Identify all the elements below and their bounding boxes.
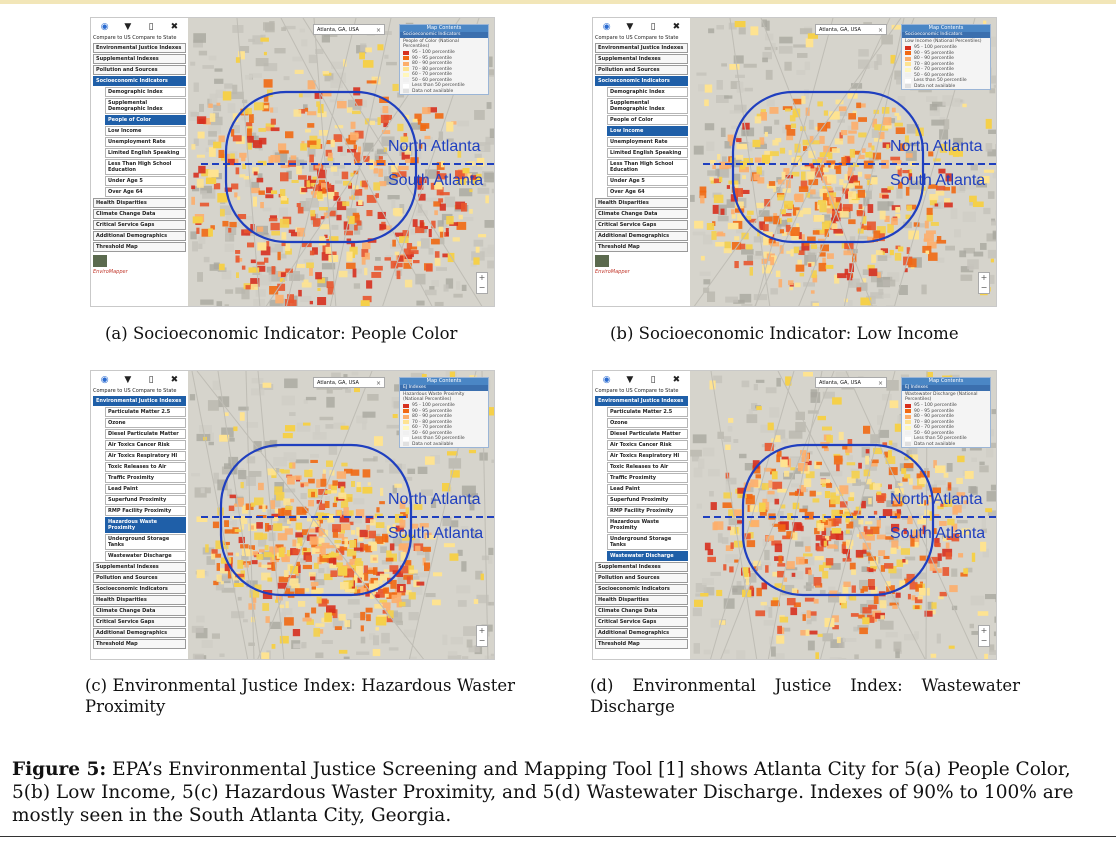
annotation-overlay bbox=[91, 371, 495, 660]
legend-row-label: 90 - 95 percentile bbox=[412, 55, 452, 61]
sidebar-subitem[interactable]: Superfund Proximity bbox=[105, 495, 186, 505]
legend-row-label: 80 - 90 percentile bbox=[914, 414, 954, 419]
sidebar-subitem[interactable]: Lead Paint bbox=[607, 484, 688, 494]
sidebar-menu-item[interactable]: Climate Change Data bbox=[93, 209, 186, 219]
legend-title: Map Contents bbox=[902, 378, 990, 385]
tools-icon[interactable]: ✖ bbox=[672, 375, 681, 385]
south-atlanta-label: South Atlanta bbox=[890, 172, 986, 189]
sidebar-menu-item[interactable]: Socioeconomic Indicators bbox=[93, 584, 186, 594]
sidebar-menu-item[interactable]: Health Disparities bbox=[595, 595, 688, 605]
clear-search-icon[interactable]: × bbox=[877, 27, 883, 34]
subfigure-caption: (c) Environmental Justice Index: Hazardous Waster Proximity bbox=[85, 676, 515, 716]
sidebar-menu-item[interactable]: Supplemental Indexes bbox=[93, 562, 186, 572]
map-screenshot bbox=[592, 17, 997, 307]
legend-row-label: 95 - 100 percentile bbox=[914, 45, 957, 50]
map-pin-icon[interactable]: ▼ bbox=[124, 22, 132, 32]
zoom-in-button[interactable]: + bbox=[478, 273, 486, 282]
clear-search-icon[interactable]: × bbox=[877, 380, 883, 387]
legend-row-label: 80 - 90 percentile bbox=[412, 414, 452, 419]
sidebar-subitem[interactable]: Diesel Particulate Matter bbox=[607, 429, 688, 439]
annotation-overlay bbox=[593, 18, 997, 307]
legend-row-label: Less than 50 percentile bbox=[412, 436, 465, 441]
top-border bbox=[0, 0, 1116, 4]
sidebar-subitem[interactable]: Over Age 64 bbox=[607, 187, 688, 197]
sidebar-subitem[interactable]: Traffic Proximity bbox=[607, 473, 688, 483]
sidebar-subitem[interactable]: Demographic Index bbox=[607, 87, 688, 97]
globe-icon[interactable]: ◉ bbox=[100, 375, 109, 385]
legend-layer-name: Wastewater Discharge (National Percentiles) bbox=[905, 392, 978, 402]
globe-icon[interactable]: ◉ bbox=[100, 22, 109, 32]
legend-section[interactable]: EJ Indexes bbox=[902, 385, 990, 391]
map-pin-icon[interactable]: ▼ bbox=[626, 375, 634, 385]
tools-icon[interactable]: ✖ bbox=[170, 375, 179, 385]
compare-toggle[interactable]: Compare to US Compare to State bbox=[93, 35, 177, 41]
legend-layer-name: Low Income (National Percentiles) bbox=[905, 39, 982, 44]
north-atlanta-label: North Atlanta bbox=[388, 491, 481, 508]
sidebar-menu-item[interactable]: Additional Demographics bbox=[93, 231, 186, 241]
legend-row-label: Data not available bbox=[914, 441, 956, 447]
sidebar-subitem[interactable]: Ozone bbox=[607, 418, 688, 428]
sidebar-subitem[interactable]: Particulate Matter 2.5 bbox=[607, 407, 688, 417]
figure-caption bbox=[12, 758, 1092, 827]
sidebar-subitem[interactable]: Lead Paint bbox=[105, 484, 186, 494]
sidebar-menu-item[interactable]: Pollution and Sources bbox=[93, 65, 186, 75]
city-boundary-outline bbox=[221, 445, 411, 595]
legend-row-label: 80 - 90 percentile bbox=[914, 56, 954, 61]
legend-row-label: 90 - 95 percentile bbox=[914, 50, 954, 56]
sidebar-menu-item[interactable]: Threshold Map bbox=[93, 242, 186, 252]
sidebar-menu-item[interactable]: Socioeconomic Indicators bbox=[93, 76, 186, 86]
map-pin-icon[interactable]: ▼ bbox=[124, 375, 132, 385]
legend-row-label: 50 - 60 percentile bbox=[914, 72, 954, 78]
legend-title: Map Contents bbox=[400, 378, 488, 385]
north-atlanta-label: North Atlanta bbox=[890, 491, 983, 508]
legend-row-label: 70 - 80 percentile bbox=[412, 66, 452, 72]
legend-row-label: 70 - 80 percentile bbox=[914, 61, 954, 67]
legend-section[interactable]: Socioeconomic Indicators bbox=[902, 32, 990, 38]
sidebar-subitem[interactable]: Underground Storage Tanks bbox=[105, 534, 186, 550]
sidebar-menu-item[interactable]: Threshold Map bbox=[595, 639, 688, 649]
map-screenshot bbox=[90, 370, 495, 660]
city-boundary-outline bbox=[226, 92, 416, 242]
sidebar-subitem[interactable]: Ozone bbox=[105, 418, 186, 428]
zoom-out-button[interactable]: − bbox=[980, 636, 988, 645]
north-atlanta-label: North Atlanta bbox=[388, 138, 481, 155]
sidebar-menu-item[interactable]: Climate Change Data bbox=[595, 209, 688, 219]
sidebar-menu-item[interactable]: Critical Service Gaps bbox=[595, 220, 688, 230]
sidebar-menu-item[interactable]: Supplemental Indexes bbox=[93, 54, 186, 64]
legend-row-label: Data not available bbox=[412, 88, 454, 94]
compare-toggle[interactable]: Compare to US Compare to State bbox=[595, 388, 679, 394]
sidebar-subitem[interactable]: Low Income bbox=[607, 126, 688, 136]
bookmark-icon[interactable]: ▯ bbox=[148, 22, 154, 32]
bottom-rule bbox=[0, 836, 1116, 837]
legend-row-label: 95 - 100 percentile bbox=[412, 50, 455, 55]
sidebar-subitem[interactable]: Traffic Proximity bbox=[105, 473, 186, 483]
sidebar-menu-item[interactable]: Health Disparities bbox=[93, 198, 186, 208]
sidebar-menu-item[interactable]: Critical Service Gaps bbox=[93, 617, 186, 627]
legend-title: Map Contents bbox=[400, 25, 488, 32]
zoom-out-button[interactable]: − bbox=[980, 283, 988, 292]
legend-layer-name: People of Color (National Percentiles) bbox=[403, 39, 459, 49]
sidebar-subitem[interactable]: Air Toxics Cancer Risk bbox=[105, 440, 186, 450]
legend-row-label: 50 - 60 percentile bbox=[914, 430, 954, 436]
search-value: Atlanta, GA, USA bbox=[819, 27, 861, 33]
annotation-overlay bbox=[91, 18, 495, 307]
sidebar-subitem[interactable]: Air Toxics Cancer Risk bbox=[607, 440, 688, 450]
legend-row-label: 60 - 70 percentile bbox=[412, 72, 452, 77]
sidebar-subitem[interactable]: Low Income bbox=[105, 126, 186, 136]
legend-row-label: 95 - 100 percentile bbox=[914, 403, 957, 408]
legend-row-label: Less than 50 percentile bbox=[412, 83, 465, 88]
sidebar-subitem[interactable]: Less Than High School Education bbox=[607, 159, 688, 175]
sidebar-menu-item[interactable]: Threshold Map bbox=[93, 639, 186, 649]
sidebar-menu-item[interactable]: Pollution and Sources bbox=[93, 573, 186, 583]
south-atlanta-label: South Atlanta bbox=[388, 525, 484, 542]
sidebar-menu-item[interactable]: Environmental Justice Indexes bbox=[595, 396, 688, 406]
legend-layer-name: Hazardous Waste Proximity (National Percentiles) bbox=[403, 392, 465, 402]
legend-row-label: 90 - 95 percentile bbox=[914, 408, 954, 414]
sidebar-menu-item[interactable]: Climate Change Data bbox=[595, 606, 688, 616]
map-screenshot bbox=[90, 17, 495, 307]
brand-logo: EnviroMapper bbox=[93, 269, 128, 275]
sidebar-menu-item[interactable]: Environmental Justice Indexes bbox=[595, 43, 688, 53]
legend-row-label: 70 - 80 percentile bbox=[914, 419, 954, 425]
sidebar-subitem[interactable]: Superfund Proximity bbox=[607, 495, 688, 505]
sidebar-subitem[interactable]: Supplemental Demographic Index bbox=[105, 98, 186, 114]
search-value: Atlanta, GA, USA bbox=[819, 380, 861, 386]
annotation-overlay bbox=[593, 371, 997, 660]
figure-caption-text: EPA’s Environmental Justice Screening and Mapping Tool [1] shows Atlanta City for 5(a) People Color, 5(b) Low Income, 5(c) Hazardous Waster Proximity, and 5(d) Wastewater Discharge. Indexes of 90% to 100% are mostly seen in the South Atlanta City, Georgia. bbox=[12, 759, 1074, 826]
sidebar-menu-item[interactable]: Additional Demographics bbox=[595, 231, 688, 241]
sidebar-subitem[interactable]: Unemployment Rate bbox=[105, 137, 186, 147]
legend-row-label: Less than 50 percentile bbox=[914, 78, 967, 83]
sidebar-subitem[interactable]: Unemployment Rate bbox=[607, 137, 688, 147]
legend-row-label: 95 - 100 percentile bbox=[412, 403, 455, 408]
compare-toggle[interactable]: Compare to US Compare to State bbox=[595, 35, 679, 41]
tools-icon[interactable]: ✖ bbox=[672, 22, 681, 32]
sidebar-menu-item[interactable]: Additional Demographics bbox=[93, 628, 186, 638]
sidebar-menu-item[interactable]: Supplemental Indexes bbox=[595, 562, 688, 572]
north-atlanta-label: North Atlanta bbox=[890, 138, 983, 155]
legend-row-label: 70 - 80 percentile bbox=[412, 419, 452, 425]
city-boundary-outline bbox=[733, 92, 923, 242]
sidebar-menu-item[interactable]: Socioeconomic Indicators bbox=[595, 584, 688, 594]
compare-toggle[interactable]: Compare to US Compare to State bbox=[93, 388, 177, 394]
sidebar-menu-item[interactable]: Pollution and Sources bbox=[595, 65, 688, 75]
sidebar-subitem[interactable]: RMP Facility Proximity bbox=[607, 506, 688, 516]
sidebar-subitem[interactable]: Underground Storage Tanks bbox=[607, 534, 688, 550]
legend-title: Map Contents bbox=[902, 25, 990, 32]
sidebar-menu-item[interactable]: Supplemental Indexes bbox=[595, 54, 688, 64]
legend-row-label: Data not available bbox=[914, 83, 956, 89]
sidebar-subitem[interactable]: Hazardous Waste Proximity bbox=[607, 517, 688, 533]
legend-row-label: 60 - 70 percentile bbox=[914, 425, 954, 430]
sidebar-subitem[interactable]: Toxic Releases to Air bbox=[607, 462, 688, 472]
zoom-out-button[interactable]: − bbox=[478, 636, 486, 645]
sidebar-subitem[interactable]: Under Age 5 bbox=[607, 176, 688, 186]
sidebar-subitem[interactable]: Demographic Index bbox=[105, 87, 186, 97]
sidebar-subitem[interactable]: Limited English Speaking bbox=[607, 148, 688, 158]
sidebar-menu-item[interactable]: Socioeconomic Indicators bbox=[595, 76, 688, 86]
legend-row-label: 60 - 70 percentile bbox=[412, 425, 452, 430]
globe-icon[interactable]: ◉ bbox=[602, 375, 611, 385]
map-pin-icon[interactable]: ▼ bbox=[626, 22, 634, 32]
legend-row-label: Data not available bbox=[412, 441, 454, 447]
legend-section[interactable]: EJ Indexes bbox=[400, 385, 488, 391]
clear-search-icon[interactable]: × bbox=[375, 27, 381, 34]
south-atlanta-label: South Atlanta bbox=[890, 525, 986, 542]
sidebar-subitem[interactable]: People of Color bbox=[105, 115, 186, 125]
brand-logo: EnviroMapper bbox=[595, 269, 630, 275]
bookmark-icon[interactable]: ▯ bbox=[148, 375, 154, 385]
map-screenshot bbox=[592, 370, 997, 660]
sidebar-subitem[interactable]: People of Color bbox=[607, 115, 688, 125]
sidebar-subitem[interactable]: Limited English Speaking bbox=[105, 148, 186, 158]
sidebar-subitem[interactable]: Wastewater Discharge bbox=[607, 551, 688, 561]
search-value: Atlanta, GA, USA bbox=[317, 27, 359, 33]
zoom-in-button[interactable]: + bbox=[478, 626, 486, 635]
sidebar-subitem[interactable]: Over Age 64 bbox=[105, 187, 186, 197]
subfigure-caption: (a) Socioeconomic Indicator: People Color bbox=[105, 324, 458, 343]
legend-row-label: 50 - 60 percentile bbox=[412, 430, 452, 436]
sidebar-menu-item[interactable]: Threshold Map bbox=[595, 242, 688, 252]
sidebar-subitem[interactable]: Particulate Matter 2.5 bbox=[105, 407, 186, 417]
sidebar-subitem[interactable]: Air Toxics Respiratory HI bbox=[105, 451, 186, 461]
figure-label: Figure 5: bbox=[12, 759, 107, 780]
globe-icon[interactable]: ◉ bbox=[602, 22, 611, 32]
legend-row-label: 50 - 60 percentile bbox=[412, 77, 452, 83]
sidebar-menu-item[interactable]: Climate Change Data bbox=[93, 606, 186, 616]
sidebar-menu-item[interactable]: Health Disparities bbox=[93, 595, 186, 605]
legend-row-label: 60 - 70 percentile bbox=[914, 67, 954, 72]
city-boundary-outline bbox=[743, 445, 933, 595]
legend-row-label: Less than 50 percentile bbox=[914, 436, 967, 441]
clear-search-icon[interactable]: × bbox=[375, 380, 381, 387]
sidebar-menu-item[interactable]: Critical Service Gaps bbox=[93, 220, 186, 230]
sidebar-menu-item[interactable]: Critical Service Gaps bbox=[595, 617, 688, 627]
sidebar-subitem[interactable]: Hazardous Waste Proximity bbox=[105, 517, 186, 533]
sidebar-subitem[interactable]: RMP Facility Proximity bbox=[105, 506, 186, 516]
sidebar-subitem[interactable]: Under Age 5 bbox=[105, 176, 186, 186]
legend-row-label: 80 - 90 percentile bbox=[412, 61, 452, 66]
search-value: Atlanta, GA, USA bbox=[317, 380, 359, 386]
sidebar-menu-item[interactable]: Environmental Justice Indexes bbox=[93, 396, 186, 406]
south-atlanta-label: South Atlanta bbox=[388, 172, 484, 189]
sidebar-subitem[interactable]: Toxic Releases to Air bbox=[105, 462, 186, 472]
sidebar-menu-item[interactable]: Environmental Justice Indexes bbox=[93, 43, 186, 53]
sidebar-subitem[interactable]: Supplemental Demographic Index bbox=[607, 98, 688, 114]
subfigure-caption: (d) Environmental Justice Index: Wastewater Discharge bbox=[590, 676, 1020, 716]
sidebar-subitem[interactable]: Wastewater Discharge bbox=[105, 551, 186, 561]
zoom-in-button[interactable]: + bbox=[980, 273, 988, 282]
legend-section[interactable]: Socioeconomic Indicators bbox=[400, 32, 488, 38]
sidebar-menu-item[interactable]: Health Disparities bbox=[595, 198, 688, 208]
subfigure-caption: (b) Socioeconomic Indicator: Low Income bbox=[610, 324, 959, 343]
sidebar-menu-item[interactable]: Additional Demographics bbox=[595, 628, 688, 638]
bookmark-icon[interactable]: ▯ bbox=[650, 22, 656, 32]
sidebar-menu-item[interactable]: Pollution and Sources bbox=[595, 573, 688, 583]
legend-row-label: 90 - 95 percentile bbox=[412, 408, 452, 414]
zoom-in-button[interactable]: + bbox=[980, 626, 988, 635]
bookmark-icon[interactable]: ▯ bbox=[650, 375, 656, 385]
sidebar-subitem[interactable]: Diesel Particulate Matter bbox=[105, 429, 186, 439]
sidebar-subitem[interactable]: Less Than High School Education bbox=[105, 159, 186, 175]
zoom-out-button[interactable]: − bbox=[478, 283, 486, 292]
sidebar-subitem[interactable]: Air Toxics Respiratory HI bbox=[607, 451, 688, 461]
tools-icon[interactable]: ✖ bbox=[170, 22, 179, 32]
